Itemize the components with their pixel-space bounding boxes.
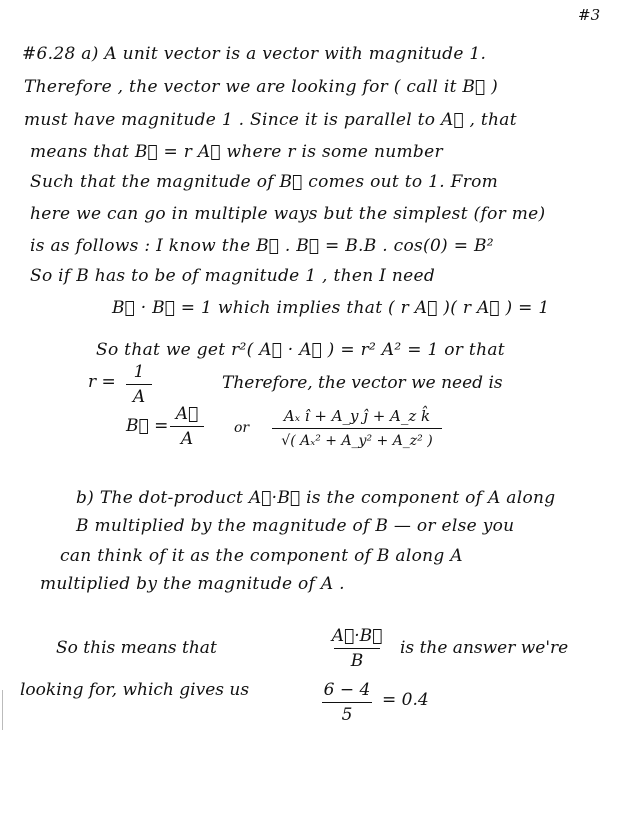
part-b-line-1: b) The dot-product A⃗·B⃗ is the component of A along (76, 488, 556, 508)
r-fraction-numerator: 1 (133, 362, 145, 382)
looking-text: looking for, which gives us (20, 680, 250, 700)
answer-text: is the answer we're (400, 638, 569, 658)
component-fraction (272, 406, 442, 451)
r-prefix: r = (88, 372, 116, 392)
result-fraction (322, 680, 372, 725)
page-number: #3 (578, 6, 601, 24)
part-a-line-9: B⃗ · B⃗ = 1 which implies that ( r A⃗ )( r A⃗ ) = 1 (112, 298, 550, 318)
b-fraction (170, 404, 204, 449)
projection-numerator: A⃗·B⃗ (331, 626, 383, 646)
result-numerator: 6 − 4 (323, 680, 371, 700)
part-b-line-4: multiplied by the magnitude of A . (40, 574, 345, 594)
part-a-line-7: is as follows : I know the B⃗ . B⃗ = B.B . cos(0) = B² (30, 236, 494, 256)
r-fraction-bar (126, 384, 152, 385)
component-denominator: √( Aₓ² + A_y² + A_z² ) (281, 433, 433, 449)
part-a-line-10: So that we get r²( A⃗ · A⃗ ) = r² A² = 1 or that (96, 340, 505, 360)
result-bar (322, 702, 372, 703)
part-a-line-4: means that B⃗ = r A⃗ where r is some number (30, 142, 443, 162)
b-fraction-numerator: A⃗ (175, 404, 199, 424)
component-bar (272, 428, 442, 429)
result-value: = 0.4 (382, 690, 429, 710)
part-a-line-5: Such that the magnitude of B⃗ comes out to 1. From (30, 172, 499, 192)
b-prefix: B⃗ = (126, 416, 169, 436)
so-text: So this means that (56, 638, 217, 658)
therefore-text: Therefore, the vector we need is (222, 373, 503, 393)
projection-bar (334, 648, 380, 649)
r-fraction (126, 362, 152, 407)
b-fraction-denominator: A (180, 429, 194, 449)
scan-edge-mark (2, 690, 3, 730)
part-a-line-2: Therefore , the vector we are looking for ( call it B⃗ ) (24, 77, 499, 97)
part-a-line-3: must have magnitude 1 . Since it is parallel to A⃗ , that (24, 110, 517, 130)
part-a-line-6: here we can go in multiple ways but the simplest (for me) (30, 204, 546, 224)
or-text: or (234, 420, 250, 436)
part-b-line-3: can think of it as the component of B along A (60, 546, 463, 566)
component-numerator: Aₓ î + A_y ĵ + A_z k̂ (283, 407, 431, 425)
projection-denominator: B (350, 651, 364, 671)
part-a-line-1: #6.28 a) A unit vector is a vector with magnitude 1. (22, 44, 487, 64)
projection-fraction (331, 626, 383, 671)
b-fraction-bar (170, 426, 204, 427)
result-denominator: 5 (341, 705, 353, 725)
part-a-line-8: So if B has to be of magnitude 1 , then I need (30, 266, 436, 286)
r-fraction-denominator: A (132, 387, 146, 407)
part-b-line-2: B multiplied by the magnitude of B — or else you (76, 516, 515, 536)
